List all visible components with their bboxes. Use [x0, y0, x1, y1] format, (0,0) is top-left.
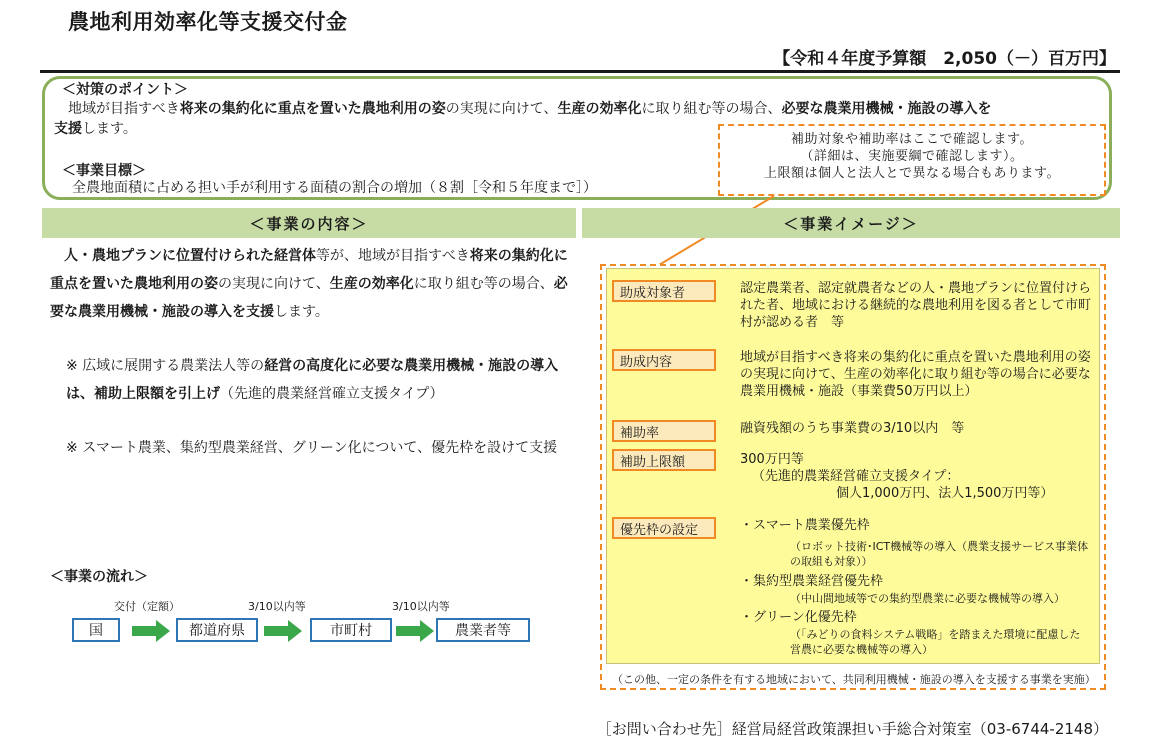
content-paragraph: 人・農地プランに位置付けられた経営体等が、地域が目指すべき将来の集約化に重点を置いた農地利用の姿の実現に向けて、生産の効率化に取り組む等の場合、必要な農業用機械・施設の導入を支援します。	[50, 248, 568, 320]
flow-arrow-icon	[396, 620, 434, 642]
flow-label-1: 交付（定額）	[114, 600, 180, 613]
text-subsidy-rate: 融資残額のうち事業費の3/10以内 等	[740, 421, 965, 436]
flow-arrow-icon	[132, 620, 170, 642]
flow-node-farmers: 農業者等	[436, 618, 530, 642]
points-heading: ＜対策のポイント＞	[62, 82, 188, 98]
label-support-content: 助成内容	[612, 349, 716, 371]
flow-label-2: 3/10以内等	[248, 600, 306, 613]
page-title: 農地利用効率化等支援交付金	[68, 10, 348, 34]
points-text: 地域が目指すべき将来の集約化に重点を置いた農地利用の姿の実現に向けて、生産の効率化に取り組む等の場合、必要な農業用機械・施設の導入を 支援します。	[54, 101, 992, 137]
text-limit-sub-2: 個人1,000万円、法人1,500万円等）	[836, 486, 1054, 501]
text-support-content: 地域が目指すべき将来の集約化に重点を置いた農地利用の姿の実現に向けて、生産の効率化に取り組む等の場合に必要な農業用機械・施設（事業費50万円以上）	[740, 350, 1091, 399]
contact-info: ［お問い合わせ先］経営局経営政策課担い手総合対策室（03-6744-2148）	[596, 720, 1108, 738]
callout-note: 補助対象や補助率はここで確認します。 （詳細は、実施要綱で確認します）。 上限額は個人と法人とで異なる場合もあります。	[718, 124, 1106, 196]
priority-aggregated-detail: （中山間地域等での集約型農業に必要な機械等の導入）	[790, 592, 1065, 605]
image-footnote: （この他、一定の条件を有する地域において、共同利用機械・施設の導入を支援する事業を実施）	[612, 673, 1096, 686]
priority-green-detail: （「みどりの食料システム戦略」を踏まえた環境に配慮した営農に必要な機械等の導入）	[790, 628, 1081, 656]
content-section-header: ＜事業の内容＞	[42, 208, 576, 238]
text-subsidy-limit: 300万円等	[740, 452, 804, 467]
flow-node-municipality: 市町村	[310, 618, 392, 642]
flow-node-prefecture: 都道府県	[176, 618, 258, 642]
content-note-1: ※ 広域に展開する農業法人等の経営の高度化に必要な農業用機械・施設の導入は、補助上限額を引上げ（先進的農業経営確立支援タイプ）	[66, 358, 559, 402]
priority-smart-detail: （ロボット技術･ICT機械等の導入（農業支援サービス事業体の取組も対象））	[790, 540, 1089, 568]
goal-text: 全農地面積に占める担い手が利用する面積の割合の増加（８割［令和５年度まで］）	[72, 180, 597, 196]
label-priority: 優先枠の設定	[612, 517, 716, 539]
text-limit-sub-1: （先進的農業経営確立支援タイプ：	[752, 469, 960, 484]
flow-arrow-icon	[264, 620, 302, 642]
text-recipients: 認定農業者、認定就農者などの人・農地プランに位置付けられた者、地域における継続的な農地利用を図る者として市町村が認める者 等	[740, 281, 1092, 330]
image-section-header: ＜事業イメージ＞	[582, 208, 1120, 238]
label-subsidy-rate: 補助率	[612, 420, 716, 442]
content-note-2: ※ スマート農業、集約型農業経営、グリーン化について、優先枠を設けて支援	[66, 440, 558, 456]
flow-label-3: 3/10以内等	[392, 600, 450, 613]
flow-heading: ＜事業の流れ＞	[50, 569, 148, 585]
budget-label: 【令和４年度予算額 2,050（－）百万円】	[773, 49, 1116, 69]
priority-aggregated: ・集約型農業経営優先枠	[740, 574, 884, 589]
priority-green: ・グリーン化優先枠	[740, 610, 857, 625]
priority-smart: ・スマート農業優先枠	[740, 518, 870, 533]
header-divider	[40, 70, 1120, 73]
label-subsidy-limit: 補助上限額	[612, 449, 716, 471]
goal-heading: ＜事業目標＞	[62, 163, 146, 179]
flow-node-country: 国	[72, 618, 120, 642]
label-recipients: 助成対象者	[612, 280, 716, 302]
